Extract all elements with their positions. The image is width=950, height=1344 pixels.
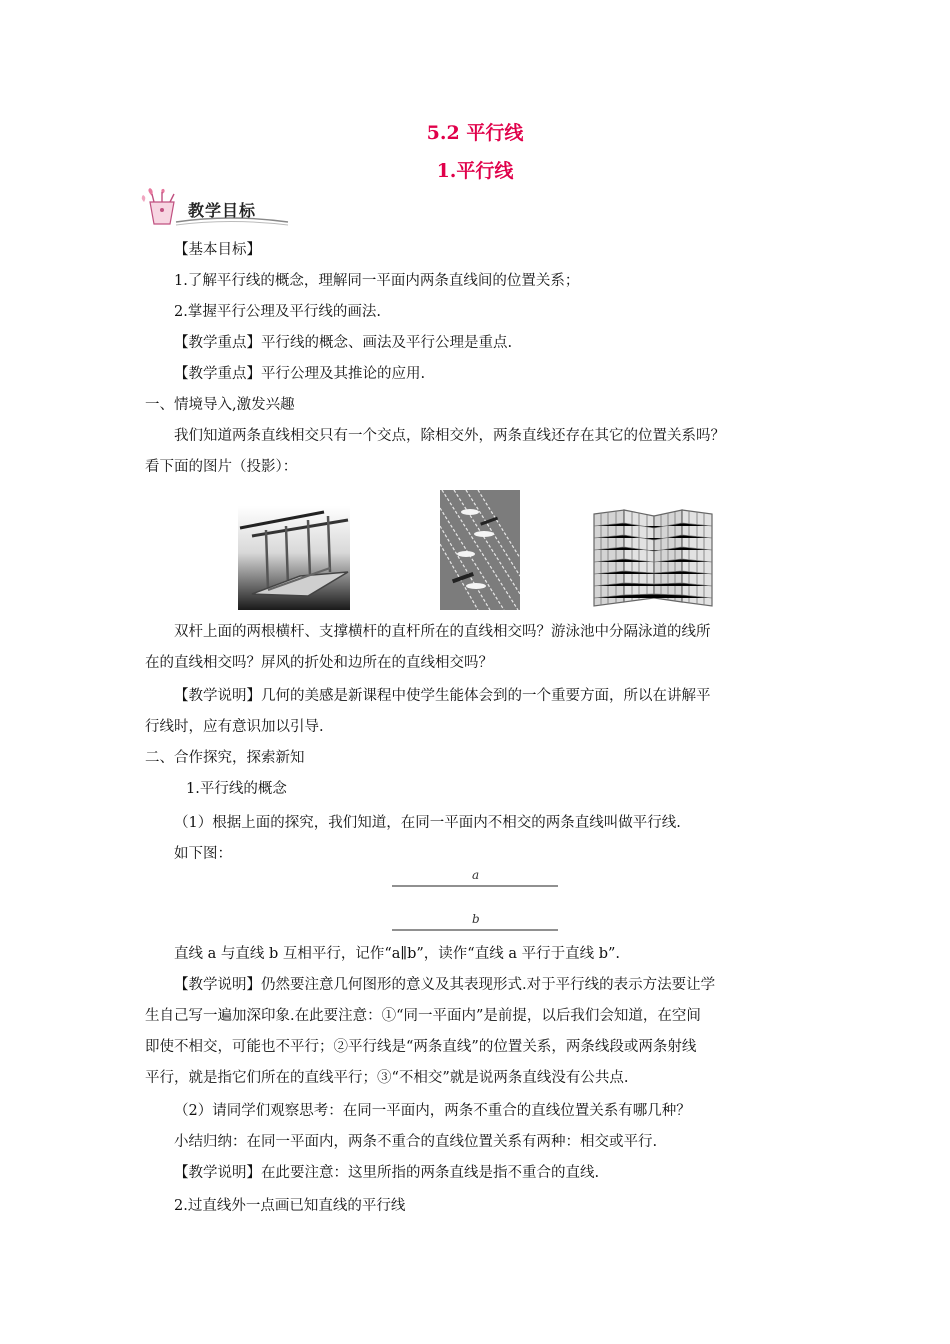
paragraph-line: （2）请同学们观察思考：在同一平面内，两条不重合的直线位置关系有哪几种？	[174, 1103, 691, 1119]
paragraph-line: 我们知道两条直线相交只有一个交点，除相交外，两条直线还存在其它的位置关系吗？	[174, 428, 725, 444]
part-one-heading: 一、情境导入,激发兴趣	[145, 397, 295, 413]
line-a-label: a	[472, 868, 480, 882]
goal-2: 2.掌握平行公理及平行线的画法.	[174, 304, 381, 320]
paragraph-line: 如下图：	[174, 846, 232, 862]
paragraph-line: （1）根据上面的探究，我们知道，在同一平面内不相交的两条直线叫做平行线.	[174, 815, 681, 831]
section-title: 5.2 平行线	[426, 122, 524, 144]
teaching-note-line: 【教学说明】在此要注意：这里所指的两条直线是指不重合的直线.	[174, 1165, 600, 1181]
folding-screen-photo	[592, 506, 716, 608]
parallel-bars-photo	[238, 506, 350, 610]
teaching-note-line: 【教学说明】仍然要注意几何图形的意义及其表现形式.对于平行线的表示方法要让学	[174, 977, 716, 993]
teaching-note-line: 【教学说明】几何的美感是新课程中使学生能体会到的一个重要方面，所以在讲解平	[174, 688, 711, 704]
paragraph-line: 在的直线相交吗？屏风的折处和边所在的直线相交吗？	[145, 655, 493, 671]
part-two-heading: 二、合作探究，探索新知	[145, 750, 305, 766]
teaching-goals-label: 教学目标	[188, 201, 257, 220]
key-point-2: 【教学重点】平行公理及其推论的应用.	[174, 366, 426, 382]
parallel-lines-diagram	[390, 866, 560, 936]
subsection-title: 1.平行线	[436, 160, 514, 182]
paragraph-line: 直线 a 与直线 b 互相平行，记作“a∥b”，读作“直线 a 平行于直线 b”.	[174, 946, 621, 962]
teaching-note-line: 行线时，应有意识加以引导.	[145, 719, 324, 735]
goal-1: 1.了解平行线的概念，理解同一平面内两条直线间的位置关系；	[174, 273, 580, 289]
teaching-note-line: 生自己写一遍加深印象.在此要注意：①“同一平面内”是前提，以后我们会知道，在空间	[145, 1008, 701, 1024]
paragraph-line: 小结归纳：在同一平面内，两条不重合的直线位置关系有两种：相交或平行.	[174, 1134, 658, 1150]
line-b-label: b	[472, 912, 480, 926]
teaching-note-line: 即使不相交，可能也不平行；②平行线是“两条直线”的位置关系，两条线段或两条射线	[145, 1039, 697, 1055]
paragraph-line: 双杆上面的两根横杆、支撑横杆的直杆所在的直线相交吗？游泳池中分隔泳道的线所	[174, 624, 711, 640]
swimming-pool-photo	[440, 490, 520, 610]
subheading-parallel-concept: 1.平行线的概念	[186, 781, 287, 797]
basic-goals-heading: 【基本目标】	[174, 242, 261, 258]
teaching-note-line: 平行，就是指它们所在的直线平行；③“不相交”就是说两条直线没有公共点.	[145, 1070, 629, 1086]
paragraph-line: 看下面的图片（投影）：	[145, 459, 298, 475]
subheading-draw-parallel: 2.过直线外一点画已知直线的平行线	[174, 1198, 406, 1214]
key-point-1: 【教学重点】平行线的概念、画法及平行公理是重点.	[174, 335, 513, 351]
